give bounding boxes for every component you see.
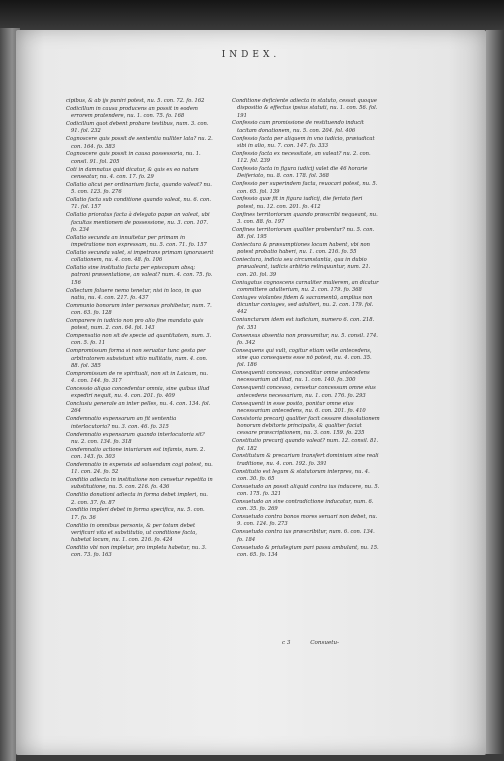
index-entry: Coniectura, indicia seu circumstantia, qua in dubio præualeant, iudicis arbitrio relinquuntur, num. 21. con. 20. fol. 39: [232, 257, 371, 278]
index-entry: Consuetudo an possit aliquid contra ius inducere, nu. 5. con. 175. fo. 321: [232, 483, 380, 498]
index-entry: Collatio facta sub conditione quando valeat, nu. 6. con. 71. fol. 157: [66, 197, 212, 211]
index-entry: Collatio sine institutio facta per episcopum absq; patroni præsentatione, an valeat? num. 4. con. 75. fo. 156: [66, 265, 213, 286]
index-entry: Cognoscere quis possit de sententia nulliter lata? nu. 2. con. 164. fo. 383: [66, 136, 213, 150]
index-entry: Collatio prioratus facta à delegato papæ an valeat, ubi facultas mentionem de possessione, nu. 3. con. 107. fo. 234: [66, 212, 210, 233]
index-entry: Condemnatio expensarum an fit sententia interlocutoria? nu. 3. con. 46. fo. 315: [66, 416, 177, 430]
index-entry: Confines territoriorum qualiter probentur? nu. 5. con. 88. fol. 195: [232, 226, 375, 241]
index-entry: Constitutio precarij quando valeat? num. 12. consil. 81. fol. 182: [232, 438, 379, 452]
index-entry: Confessio cum promissione de restituendo inducit tacitam donationem, nu. 5. con. 204. fol. 406: [232, 120, 364, 134]
index-entry: Coniuges violantes fidem & sacramentū, amplius non dicuntur coniuges, sed adulteri, nu. 2. con. 179. fol. 442: [232, 294, 374, 316]
index-entry: Concessio aliquo concedentur omnia, sine quibus illud expediri nequit, nu. 4. con. 201. fo. 409: [66, 385, 210, 400]
index-entry: Coniectura & præsumptiones locum habent, vbi non potest probatio haberi, nu. 1. con. 216. fo. 55: [232, 241, 370, 256]
index-entry: Consequenti in esse posito, ponitur omne eius necessarium antecedens, nu. 6. con. 201. fo. 410: [232, 400, 366, 414]
index-entry: Condemnatio in expensis ad soluendum cogi potest, nu. 11. con. 24. fo. 52: [66, 461, 213, 476]
right-page-edge: [486, 30, 504, 761]
index-entry: Conclusiu generale an inter pelles, nu. 4. con. 134. fol. 264: [66, 401, 211, 415]
bottom-shadow: [16, 754, 504, 761]
index-entry: Consuetudo contra ius præscribitur, num. 6. con. 134. fo. 184: [232, 529, 375, 543]
index-entry: Coniugatus cognoscens carnaliter mulierem, an dicatur committere adulterium, nu. 2. con. 179. fo. 368: [232, 279, 379, 293]
index-entry: Collatio secunda valet, si impetrans primam ignorauerit collationem, nu. 4. con. 48. fo. 106: [66, 249, 214, 264]
index-entry: cipibus, & ab ijs puniri potest, nu. 5. con. 72. fo. 162: [66, 98, 205, 104]
index-entry: Confessio facta ex necessitate, an valeat? nu. 2. con. 112. fol. 239: [232, 150, 371, 165]
index-entry: Consensus absentia non præsumitur, nu. 5. consil. 174. fo. 342: [232, 332, 378, 346]
index-column-left: [66, 98, 214, 560]
index-entry: Consequenti concesso, conceditur omne antecedens necessarium ad illud, nu. 1. con. 140. fo. 300: [232, 370, 370, 384]
index-entry: Codicillum in causa producens an possit in eodem errorem pratendere, nu. 1. con. 75. fo. 168: [66, 105, 198, 120]
page-footer: [232, 640, 382, 646]
index-entry: Collatio alicui per ordinarium facta, quando valeat? nu. 5. con. 123. fo. 276: [66, 181, 212, 196]
index-entry: Codicillum quot debent probare testibus, num. 3. con. 91. fol. 232: [66, 121, 209, 135]
index-entry: Consuetudo & priuilegium pari passu ambulant, nu. 15. con. 65. fo. 134: [232, 544, 379, 558]
index-entry: Conditio vbi non impletur, pro impleta habetur, nu. 3. con. 73. fo. 163: [66, 545, 207, 559]
signature-mark: c 3: [282, 640, 291, 646]
index-entry: Conditio impleri debet in forma specifica, nu. 5. con. 17. fo. 36: [66, 507, 205, 521]
index-entry: Consequens qui vult, cogitur etiam velle antecedens, sine quo consequens esse nō potest, nu. 4. con. 35. fol. 186: [232, 347, 372, 369]
index-entry: Consistoria precarij qualiter facit cessare dissolutionem bonorum debitoris principalis, & qualiter faciat cessare præscriptionem, nu. 3. con. 159. fo. 235: [232, 415, 380, 437]
index-column-right: [232, 98, 380, 560]
index-entry: Consuetudo an sine contradictione inducatur, num. 6. con. 35. fo. 269: [232, 498, 374, 513]
index-entry: Coti in damnatus quid dicatur, & quis ex eo natum censeatur, nu. 4. con. 17. fo. 29: [66, 166, 199, 180]
page-header: INDEX.: [221, 50, 281, 60]
index-entry: Conditio adiecta in institutione non censetur repetita in substitutione, nu. 5. con. 216. fo. 436: [66, 477, 213, 491]
index-entry: Consequenti concesso, censetur concessum omne eius antecedens necessarium, nu. 1. con. 176. fo. 293: [232, 385, 376, 399]
index-entry: Conditio in omnibus personis, & per totum debet verificari vita et substitutio, ut conditione facta, habetat locum, nu. 1. con. 216. fo. 424: [66, 522, 198, 544]
index-entry: Constitutio est legum & statutorum interpres, nu. 4. con. 30. fo. 65: [232, 468, 370, 482]
index-entry: Confessio facta per aliquem in vno iudicio, præiudicat sibi in alio, nu. 7. con. 147. fo. 333: [232, 135, 375, 149]
catchword: Consuetu-: [310, 640, 340, 646]
index-entry: Conditio donationi adiecta in forma debet impleri, nu. 2. con. 37. fo. 87: [66, 492, 208, 506]
index-entry: Condemnatio actione iniuriarum est infamis, num. 2. con. 143. fo. 303: [66, 446, 206, 461]
index-entry: Compensatio non sit de specie ad quantitatem, num. 3. con. 5. fo. 11: [66, 333, 212, 347]
index-entry: Conditione deficiente adiecta in statuto, cessat quoque dispositio & effectus ipsius statuti, nu. 1. con. 56. fol. 191: [232, 98, 378, 119]
index-entry: Compromissum forma si non seruatur tunc gesta per arbitratorem subsistunt vitio nullitatis, num. 4. con. 88. fol. 385: [66, 348, 208, 369]
index-entry: Collectum foluere nemo tenetur, nisi in loco, in quo natiu, nu. 4. con. 217. fo. 437: [66, 287, 202, 301]
index-entry: Coniunctarum idem est iudicium, numero 6. con. 218. fol. 351: [232, 317, 375, 331]
index-entry: Condemnatio expensarum quando interlocutoria sit? nu. 2. con. 134. fo. 318: [66, 431, 205, 445]
index-entry: Confessio per superindem facta, reuocari potest, nu. 5. con. 65. fol. 139: [232, 181, 378, 195]
index-entry: Comparere in iudicio non pro alio fine mandato quis potest, num. 2. con. 64. fol. 143: [66, 317, 204, 332]
index-entry: Constitutum & precarium transfert dominium sine reali traditione, nu. 4. con. 192. fo. 391: [232, 453, 379, 467]
index-entry: Confessio facta in figura iudicij valet die 46 horarie Deiferiato, nu. 8. con. 178. fol. 368: [232, 166, 368, 180]
index-entry: Confines territoriorum quando præscribi nequeant, nu. 3. con. 88. fo. 197: [232, 211, 378, 225]
index-entry: Consuetudo contra bonos mores seruari non debet, nu. 9. con. 124. fo. 273: [232, 514, 378, 528]
index-entry: Collatio secunda an innuitetur per primam in impetratione non expressam, nu. 5. con. 71. fo. 157: [66, 234, 207, 248]
index-entry: Cognoscere quis possit in causa possessoria, nu. 1. consil. 91. fol. 205: [66, 151, 201, 165]
index-entry: Communio bonorum inter personas prohibetur, num. 7. con. 63. fo. 128: [66, 302, 212, 317]
backdrop-top: [0, 0, 504, 30]
index-entry: Confessio quæ fit in figura iudicij, die feriato fieri potest, nu. 12. con. 201. fo. 412: [232, 196, 363, 210]
index-entry: Compromissum de re spirituali, non sit in Laicum, nu. 4. con. 144. fo. 317: [66, 370, 209, 385]
